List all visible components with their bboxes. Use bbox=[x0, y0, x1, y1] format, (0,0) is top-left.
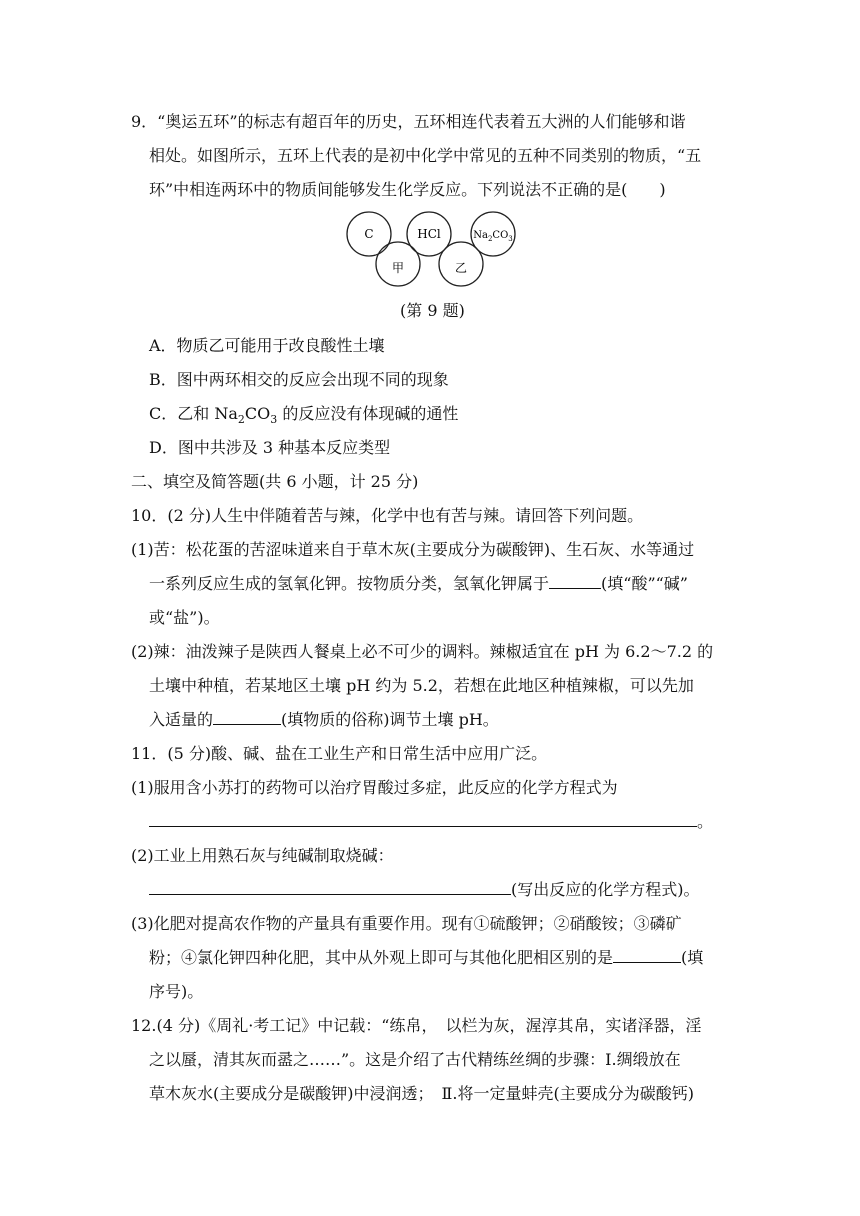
answer-blank[interactable] bbox=[149, 812, 697, 827]
q10-stem: 10．(2 分)人生中伴随着苦与辣，化学中也有苦与辣。请回答下列问题。 bbox=[131, 506, 644, 525]
q10-part2-line-2: 土壤中种植，若某地区土壤 pH 约为 5.2，若想在此地区种植辣椒，可以先加 bbox=[149, 676, 694, 695]
section-2-heading: 二、填空及简答题(共 6 小题，计 25 分) bbox=[131, 472, 419, 491]
q12-line-3: 草木灰水(主要成分是碳酸钾)中浸润透； Ⅱ.将一定量蚌壳(主要成分为碳酸钙) bbox=[149, 1084, 694, 1103]
ring-label-c: C bbox=[364, 227, 374, 241]
q11-part3-line-2: 粉；④氯化钾四种化肥，其中从外观上即可与其他化肥相区别的是 (填 bbox=[149, 948, 704, 967]
q12-line-2: 之以蜃，清其灰而盝之……”。这是介绍了古代精练丝绸的步骤：Ⅰ.绸缎放在 bbox=[149, 1050, 681, 1069]
q11-part3-line-3: 序号)。 bbox=[149, 982, 204, 1001]
answer-blank[interactable] bbox=[213, 710, 281, 725]
q9-line-3: 环”中相连两环中的物质间能够发生化学反应。下列说法不正确的是( ) bbox=[149, 180, 666, 199]
q10-part1-line-3: 或“盐”)。 bbox=[149, 608, 220, 627]
ring-label-yi: 乙 bbox=[454, 261, 468, 275]
q10-part1-line-2: 一系列反应生成的氢氧化钾。按物质分类，氢氧化钾属于 (填“酸”“碱” bbox=[149, 574, 688, 593]
q10-part2-line-3: 入适量的 (填物质的俗称)调节土壤 pH。 bbox=[149, 710, 499, 729]
ring-label-na2co3: $Na_2CO_3$ bbox=[473, 230, 513, 243]
q10-part2-line-1: (2)辣：油泼辣子是陕西人餐桌上必不可少的调料。辣椒适宜在 pH 为 6.2～7.2 的 bbox=[131, 642, 714, 661]
q11-part1-line-2: 。 bbox=[149, 812, 713, 832]
q11-part2-line-1: (2)工业上用熟石灰与纯碱制取烧碱： bbox=[131, 846, 394, 865]
q9-option-a: A．物质乙可能用于改良酸性土壤 bbox=[149, 336, 385, 355]
q11-part1-line-1: (1)服用含小苏打的药物可以治疗胃酸过多症，此反应的化学方程式为 bbox=[131, 778, 618, 797]
answer-blank[interactable] bbox=[613, 948, 681, 963]
q9-line-1: 9．“奥运五环”的标志有超百年的历史，五环相连代表着五大洲的人们能够和谐 bbox=[131, 112, 686, 131]
answer-blank[interactable] bbox=[149, 880, 511, 895]
answer-blank[interactable] bbox=[549, 574, 601, 589]
q10-part1-line-1: (1)苦：松花蛋的苦涩味道来自于草木灰(主要成分为碳酸钾)、生石灰、水等通过 bbox=[131, 540, 695, 559]
q9-option-c: C．乙和 $Na_2CO_3$ 的反应没有体现碱的通性 bbox=[149, 404, 459, 427]
q9-option-d: D．图中共涉及 3 种基本反应类型 bbox=[149, 438, 391, 457]
ring-label-hcl: HCl bbox=[417, 227, 441, 241]
q9-option-b: B．图中两环相交的反应会出现不同的现象 bbox=[149, 370, 449, 389]
q11-part3-line-1: (3)化肥对提高农作物的产量具有重要作用。现有①硫酸钾；②硝酸铵；③磷矿 bbox=[131, 914, 682, 933]
five-rings-figure bbox=[345, 210, 525, 292]
q11-part2-line-2: (写出反应的化学方程式)。 bbox=[149, 880, 700, 900]
q11-stem: 11．(5 分)酸、碱、盐在工业生产和日常生活中应用广泛。 bbox=[131, 744, 548, 763]
q9-line-2: 相处。如图所示，五环上代表的是初中化学中常见的五种不同类别的物质，“五 bbox=[149, 146, 702, 165]
figure-caption: (第 9 题) bbox=[400, 301, 465, 320]
q12-line-1: 12.(4 分)《周礼·考工记》中记载：“练帛， 以栏为灰，渥淳其帛，实诸泽器，淫 bbox=[131, 1016, 702, 1035]
ring-label-jia: 甲 bbox=[391, 261, 405, 275]
